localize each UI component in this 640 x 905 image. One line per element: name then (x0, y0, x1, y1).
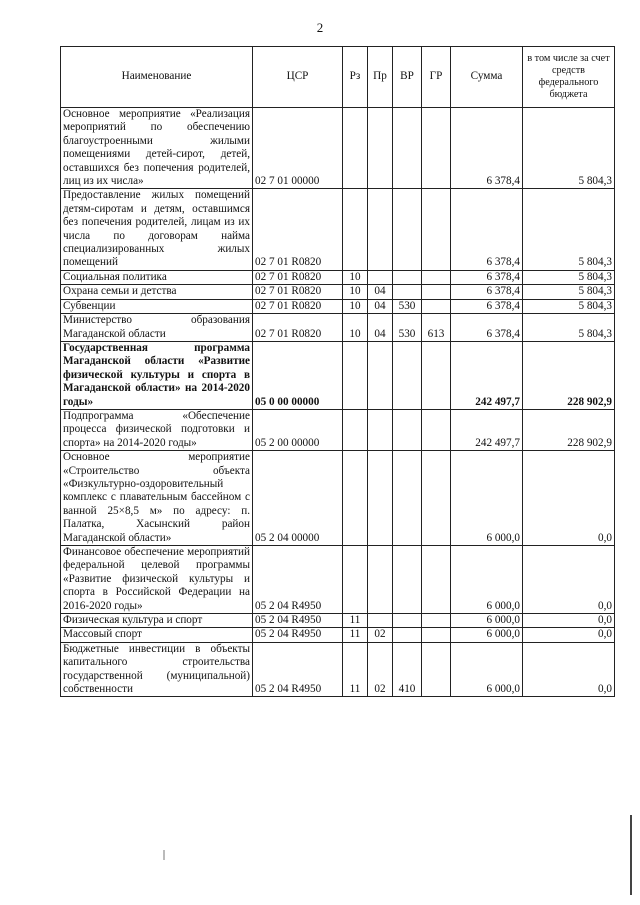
row-rz: 11 (343, 628, 368, 642)
header-sum-federal: в том числе за счет средств федерального бюджета (523, 47, 615, 108)
row-sum: 6 000,0 (451, 642, 523, 697)
row-pr (368, 451, 393, 546)
row-name: Государственная программа Магаданской области «Развитие физической культуры и спорта в Магаданской области» на 2014-2020 годы» (61, 341, 253, 409)
row-csr: 05 2 04 R4950 (253, 614, 343, 628)
row-sum-federal: 228 902,9 (523, 341, 615, 409)
row-sum: 6 000,0 (451, 546, 523, 614)
row-pr (368, 546, 393, 614)
row-vr (393, 409, 422, 450)
row-csr: 05 0 00 00000 (253, 341, 343, 409)
row-sum-federal: 0,0 (523, 451, 615, 546)
row-name: Охрана семьи и детства (61, 285, 253, 299)
row-rz: 10 (343, 270, 368, 284)
row-gr (422, 270, 451, 284)
row-csr: 05 2 04 R4950 (253, 642, 343, 697)
row-name: Социальная политика (61, 270, 253, 284)
table-row (61, 546, 615, 614)
row-gr (422, 546, 451, 614)
row-gr (422, 108, 451, 189)
row-sum-federal: 5 804,3 (523, 285, 615, 299)
row-pr: 02 (368, 628, 393, 642)
row-rz (343, 341, 368, 409)
header-name: Наименование (61, 47, 253, 108)
row-pr (368, 409, 393, 450)
row-gr: 613 (422, 314, 451, 342)
row-sum: 6 378,4 (451, 189, 523, 270)
row-rz: 10 (343, 314, 368, 342)
table-row (61, 628, 615, 642)
row-gr (422, 642, 451, 697)
row-sum: 6 378,4 (451, 314, 523, 342)
row-vr (393, 628, 422, 642)
header-pr: Пр (368, 47, 393, 108)
table-row (61, 451, 615, 546)
row-sum-federal: 5 804,3 (523, 108, 615, 189)
row-rz: 10 (343, 299, 368, 313)
row-vr (393, 451, 422, 546)
row-sum-federal: 0,0 (523, 642, 615, 697)
row-sum-federal: 228 902,9 (523, 409, 615, 450)
row-vr: 530 (393, 299, 422, 313)
row-sum-federal: 5 804,3 (523, 270, 615, 284)
row-csr: 05 2 04 00000 (253, 451, 343, 546)
row-sum-federal: 0,0 (523, 614, 615, 628)
table-row (61, 189, 615, 270)
row-name: Основное мероприятие «Строительство объекта «Физкультурно-оздоровительный комплекс с плавательным бассейном с ванной 25×8,5 м» по адресу: п. Палатка, Хасынский район Магаданской области» (61, 451, 253, 546)
table-header-row (61, 47, 615, 108)
row-sum-federal: 5 804,3 (523, 189, 615, 270)
row-csr: 02 7 01 00000 (253, 108, 343, 189)
row-gr (422, 409, 451, 450)
table-row (61, 614, 615, 628)
row-gr (422, 299, 451, 313)
header-rz: Рз (343, 47, 368, 108)
row-name: Основное мероприятие «Реализация мероприятий по обеспечению благоустроенными жилыми помещениями детей-сирот, детей, оставшихся без попечения родителей, лиц из их числа» (61, 108, 253, 189)
table-row (61, 341, 615, 409)
row-csr: 02 7 01 R0820 (253, 299, 343, 313)
row-vr (393, 108, 422, 189)
row-rz (343, 409, 368, 450)
row-name: Субвенции (61, 299, 253, 313)
row-pr: 02 (368, 642, 393, 697)
row-name: Бюджетные инвестиции в объекты капитального строительства государственной (муниципальной) собственности (61, 642, 253, 697)
row-rz (343, 189, 368, 270)
row-sum-federal: 0,0 (523, 546, 615, 614)
table-row (61, 285, 615, 299)
row-vr (393, 270, 422, 284)
row-vr (393, 189, 422, 270)
row-pr (368, 614, 393, 628)
table-body (61, 108, 615, 697)
row-sum: 6 378,4 (451, 270, 523, 284)
row-sum: 6 378,4 (451, 299, 523, 313)
row-sum-federal: 5 804,3 (523, 299, 615, 313)
row-vr (393, 546, 422, 614)
header-csr: ЦСР (253, 47, 343, 108)
row-gr (422, 285, 451, 299)
row-name: Физическая культура и спорт (61, 614, 253, 628)
row-csr: 05 2 04 R4950 (253, 628, 343, 642)
row-pr (368, 341, 393, 409)
row-rz: 11 (343, 642, 368, 697)
row-name: Предоставление жилых помещений детям-сиротам и детям, оставшимся без попечения родителей, лицам из их числа по договорам найма специализированных жилых помещений (61, 189, 253, 270)
row-csr: 05 2 04 R4950 (253, 546, 343, 614)
table-row (61, 642, 615, 697)
row-gr (422, 189, 451, 270)
page-number: 2 (316, 20, 324, 35)
row-pr (368, 108, 393, 189)
row-sum-federal: 5 804,3 (523, 314, 615, 342)
header-gr: ГР (422, 47, 451, 108)
row-pr: 04 (368, 299, 393, 313)
row-gr (422, 451, 451, 546)
row-name: Подпрограмма «Обеспечение процесса физической подготовки и спорта» на 2014-2020 годы» (61, 409, 253, 450)
row-gr (422, 628, 451, 642)
table-row (61, 270, 615, 284)
row-vr (393, 285, 422, 299)
row-rz (343, 546, 368, 614)
row-pr: 04 (368, 314, 393, 342)
row-csr: 02 7 01 R0820 (253, 270, 343, 284)
row-sum: 242 497,7 (451, 409, 523, 450)
table-row (61, 314, 615, 342)
row-rz: 10 (343, 285, 368, 299)
row-sum: 6 378,4 (451, 108, 523, 189)
table-row (61, 409, 615, 450)
row-pr: 04 (368, 285, 393, 299)
row-csr: 02 7 01 R0820 (253, 285, 343, 299)
row-gr (422, 614, 451, 628)
row-name: Финансовое обеспечение мероприятий федеральной целевой программы «Развитие физической культуры и спорта в Российской Федерации на 2016-2020 годы» (61, 546, 253, 614)
table-row (61, 108, 615, 189)
row-name: Массовый спорт (61, 628, 253, 642)
row-name: Министерство образования Магаданской области (61, 314, 253, 342)
row-pr (368, 270, 393, 284)
header-vr: ВР (393, 47, 422, 108)
row-sum: 242 497,7 (451, 341, 523, 409)
header-sum: Сумма (451, 47, 523, 108)
row-vr (393, 614, 422, 628)
budget-table (60, 46, 615, 697)
row-csr: 05 2 00 00000 (253, 409, 343, 450)
row-sum: 6 378,4 (451, 285, 523, 299)
row-csr: 02 7 01 R0820 (253, 189, 343, 270)
row-rz (343, 108, 368, 189)
row-sum: 6 000,0 (451, 614, 523, 628)
row-rz (343, 451, 368, 546)
row-rz: 11 (343, 614, 368, 628)
row-vr (393, 341, 422, 409)
row-sum: 6 000,0 (451, 451, 523, 546)
scan-edge-mark (630, 815, 632, 895)
row-vr: 530 (393, 314, 422, 342)
row-sum: 6 000,0 (451, 628, 523, 642)
scan-dust-mark (163, 850, 165, 860)
table-row (61, 299, 615, 313)
row-csr: 02 7 01 R0820 (253, 314, 343, 342)
row-gr (422, 341, 451, 409)
row-pr (368, 189, 393, 270)
row-sum-federal: 0,0 (523, 628, 615, 642)
row-vr: 410 (393, 642, 422, 697)
